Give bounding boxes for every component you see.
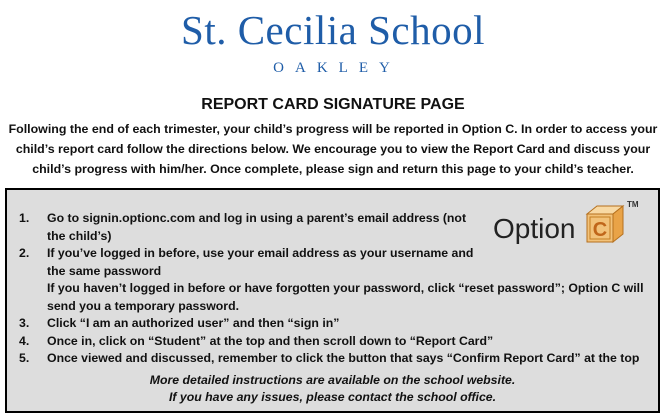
step-number: 4. bbox=[19, 333, 30, 348]
step-item bbox=[19, 245, 649, 315]
alphabet-block-icon bbox=[583, 202, 627, 246]
step-text: Click “I am an authorized user” and then “sign in” bbox=[47, 316, 340, 330]
page-title: REPORT CARD SIGNATURE PAGE bbox=[201, 96, 465, 113]
footer-note-website: More detailed instructions are available on the school website. bbox=[149, 373, 516, 387]
school-subname: OAKLEY bbox=[273, 60, 401, 76]
step-item bbox=[19, 315, 649, 333]
step-text: Go to signin.optionc.com and log in using a parent’s email address (not bbox=[47, 211, 467, 225]
footer-note-contact: If you have any issues, please contact the school office. bbox=[168, 390, 497, 404]
step-text: If you haven’t logged in before or have forgotten your password, click “reset password”; Option C will send you a temporary password. bbox=[47, 281, 644, 313]
step-text: If you’ve logged in before, use your email address as your username and bbox=[47, 246, 474, 260]
step-number: 3. bbox=[19, 316, 30, 330]
step-text: the child’s) bbox=[47, 228, 112, 243]
step-number: 1. bbox=[19, 211, 30, 225]
step-number: 2. bbox=[19, 246, 30, 260]
step-text: Once viewed and discussed, remember to click the button that says “Confirm Report Card” at the top bbox=[47, 351, 640, 365]
intro-paragraph: Following the end of each trimester, your child’s progress will be reported in Option C. In order to access your child’s report card follow the directions below. We encourage you to view the Report Card and discuss your child’s progress with him/her. Once complete, please sign and return this page to your child’s teacher. bbox=[8, 122, 658, 176]
option-c-logo bbox=[493, 200, 643, 248]
step-number: 5. bbox=[19, 351, 30, 365]
step-text: Once in, click on “Student” at the top and then scroll down to “Report Card” bbox=[47, 333, 494, 348]
school-name: St. Cecilia School bbox=[181, 7, 485, 53]
logo-text: Option bbox=[493, 213, 576, 244]
step-item bbox=[19, 350, 649, 368]
step-item bbox=[19, 333, 649, 351]
logo-block-letter: C bbox=[592, 219, 608, 241]
step-text: the same password bbox=[47, 263, 162, 278]
instructions-box bbox=[5, 188, 660, 413]
trademark-mark: TM bbox=[627, 200, 639, 209]
